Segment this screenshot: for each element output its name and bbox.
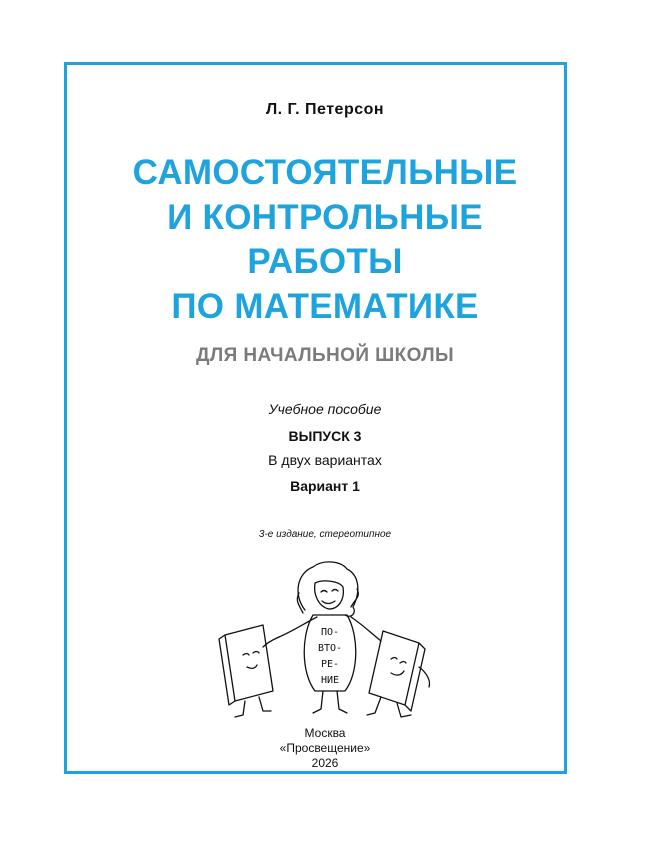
imprint-city: Москва bbox=[304, 726, 346, 740]
title-line-3: РАБОТЫ bbox=[247, 242, 403, 281]
svg-text:НИЕ: НИЕ bbox=[320, 675, 340, 686]
issue-number: ВЫПУСК 3 bbox=[288, 428, 362, 444]
imprint bbox=[0, 726, 650, 771]
imprint-year: 2026 bbox=[311, 756, 339, 770]
title-line-1: САМОСТОЯТЕЛЬНЫЕ bbox=[132, 153, 518, 192]
variants-note: В двух вариантах bbox=[268, 452, 382, 468]
book-type: Учебное пособие bbox=[268, 401, 382, 417]
edition-note: 3-е издание, стереотипное bbox=[258, 529, 392, 540]
publisher-mascot-illustration bbox=[205, 555, 445, 720]
svg-text:ПО-: ПО- bbox=[320, 627, 340, 638]
svg-text:РЕ-: РЕ- bbox=[320, 659, 340, 670]
title-line-2: И КОНТРОЛЬНЫЕ bbox=[167, 197, 483, 237]
book-title bbox=[0, 151, 650, 329]
imprint-publisher: «Просвещение» bbox=[279, 741, 371, 755]
variant-label: Вариант 1 bbox=[290, 478, 360, 494]
svg-text:ВТО-: ВТО- bbox=[317, 643, 343, 654]
author-name: Л. Г. Петерсон bbox=[265, 101, 385, 118]
title-line-4: ПО МАТЕМАТИКЕ bbox=[171, 286, 479, 326]
book-subtitle: ДЛЯ НАЧАЛЬНОЙ ШКОЛЫ bbox=[195, 345, 455, 366]
